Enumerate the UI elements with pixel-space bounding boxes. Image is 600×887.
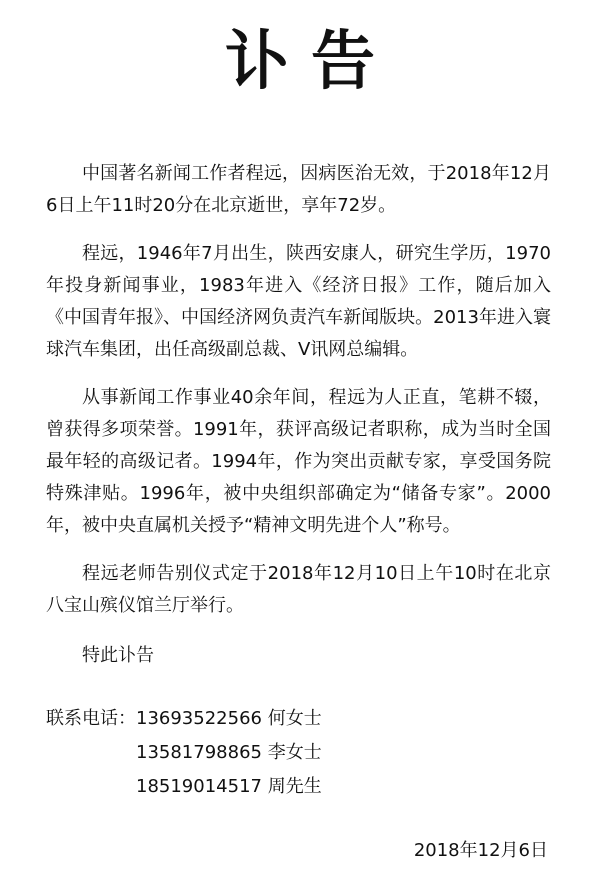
contact-row [46, 702, 322, 736]
paragraph-honors: 从事新闻工作事业40余年间，程远为人正直，笔耕不辍，曾获得多项荣誉。1991年，获评高级记者职称，成为当时全国最年轻的高级记者。1994年，作为突出贡献专家，享受国务院特殊津贴。1996年，被中央组织部确定为“储备专家”。2000年，被中央直属机关授予“精神文明先进个人”称号。 [46, 387, 551, 536]
closing-remark: 特此讣告 [82, 645, 154, 666]
contact-entry: 18519014517 周先生 [136, 776, 322, 797]
contact-row [46, 770, 322, 804]
contact-label: 联系电话： [46, 708, 136, 729]
paragraph-funeral-arrangement: 程远老师告别仪式定于2018年12月10日上午10时在北京八宝山殡仪馆兰厅举行。 [46, 563, 551, 616]
obituary-body [46, 158, 551, 672]
notice-date: 2018年12月6日 [413, 840, 548, 861]
paragraph-biography: 程远，1946年7月出生，陕西安康人，研究生学历，1970年投身新闻事业，1983年进入《经济日报》工作，随后加入《中国青年报》、中国经济网负责汽车新闻版块。2013年进入寰球汽车集团，出任高级副总裁、V讯网总编辑。 [46, 243, 551, 360]
contact-section [46, 702, 322, 804]
contact-entry: 13693522566 何女士 [136, 708, 322, 729]
contact-row [46, 736, 322, 770]
paragraph-death-notice: 中国著名新闻工作者程远，因病医治无效，于2018年12月6日上午11时20分在北京逝世，享年72岁。 [46, 163, 551, 216]
page-title: 讣告 [225, 24, 397, 99]
contact-entry: 13581798865 李女士 [136, 742, 322, 763]
